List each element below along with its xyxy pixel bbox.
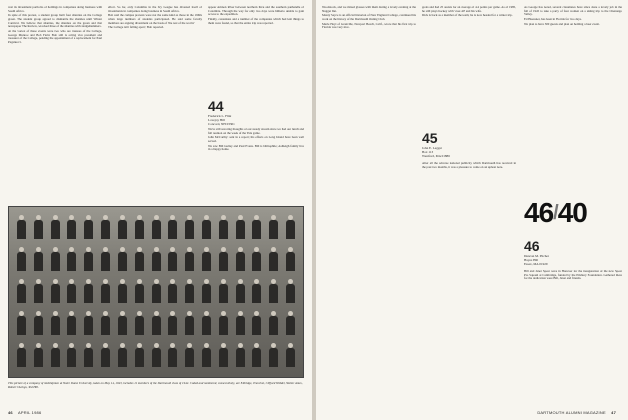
left-col-1	[8, 6, 102, 202]
midshipman-figure	[67, 311, 76, 335]
midshipman-figure	[34, 247, 43, 271]
midshipman-figure	[17, 279, 26, 303]
midshipman-figure	[286, 215, 295, 239]
midshipman-figure	[67, 215, 76, 239]
photo-row	[17, 311, 295, 337]
midshipman-figure	[252, 215, 261, 239]
class-secretary-address	[422, 146, 516, 158]
midshipman-figure	[168, 215, 177, 239]
address-line: Box 113	[422, 150, 434, 154]
paragraph: We're still savoring thoughts of our steady stream since we had our lunch and fall reunion on the week of the Yale game.	[208, 128, 304, 135]
address-line: Duncan M. Pitcher	[524, 254, 549, 258]
logo-46: 46	[524, 197, 554, 228]
address-line: Westford, MA 01886	[422, 154, 450, 158]
magazine-name: DARTMOUTH ALUMNI MAGAZINE	[537, 410, 606, 415]
midshipman-figure	[84, 311, 93, 335]
midshipman-figure	[286, 279, 295, 303]
midshipman-figure	[135, 343, 144, 367]
midshipman-figure	[219, 279, 228, 303]
issue-date: APRIL 1986	[17, 410, 42, 415]
midshipman-figure	[51, 311, 60, 335]
paragraph: We plan to have 300 guests and plan on holding a beer event.	[524, 21, 600, 26]
page-number: 47	[611, 410, 616, 415]
midshipman-figure	[252, 279, 261, 303]
class-secretary-address	[524, 254, 622, 266]
midshipman-figure	[101, 343, 110, 367]
midshipman-figure	[84, 343, 93, 367]
midshipman-figure	[202, 215, 211, 239]
midshipman-figure	[269, 247, 278, 271]
paragraph: Finally, consulates and a number of the companies which had lent things to them were found, so that the entire trip was reported .	[208, 16, 304, 25]
midshipman-figure	[118, 343, 127, 367]
midshipman-figure	[51, 279, 60, 303]
midshipman-figure	[67, 279, 76, 303]
paragraph: Ed Huessner, has been in Florida for two days.	[524, 16, 582, 21]
paragraph: appear Amnon River between northern Peru and the southern panhandle of Colombia. Through the way for only two days were hitherto unable to gain access to the expedition.	[208, 6, 304, 17]
midshipman-figure	[118, 311, 127, 335]
midshipman-figure	[219, 311, 228, 335]
paragraph: Woodstock, and we mixed glasses with them during a lovely evening at the Nugget Inn.	[322, 6, 416, 13]
paragraph: We saw Bill Gulley and Paul Evans. Bill is bibliophile; Ashleigh family live in a happy home.	[208, 143, 304, 152]
midshipman-figure	[51, 247, 60, 271]
midshipman-figure	[252, 343, 261, 367]
midshipman-figure	[168, 279, 177, 303]
class-45-notes	[422, 162, 516, 402]
right-col-1	[322, 6, 416, 402]
midshipman-figure	[202, 247, 211, 271]
midshipman-figure	[236, 279, 245, 303]
paragraph: Bob said the campus protests were not the same kind as those in the 1960s when large numbers of students participated. He said some faculty members are arguing divestment on the basis of 'the rest of the world.'	[108, 13, 202, 25]
midshipman-figure	[236, 311, 245, 335]
midshipman-figure	[286, 247, 295, 271]
class-number-46: 46	[524, 238, 540, 254]
midshipman-figure	[202, 279, 211, 303]
midshipman-figure	[17, 247, 26, 271]
midshipman-figure	[118, 279, 127, 303]
midshipman-figure	[286, 311, 295, 335]
left-footer	[8, 410, 41, 415]
midshipman-figure	[152, 279, 161, 303]
midshipman-figure	[168, 311, 177, 335]
class-secretary-address	[208, 114, 304, 126]
class-46-notes	[524, 270, 622, 402]
paragraph: The College isn't falling apart,' Bob reported.	[108, 25, 164, 30]
midshipman-figure	[135, 247, 144, 271]
midshipman-figure	[67, 343, 76, 367]
midshipman-figure	[202, 311, 211, 335]
midshipman-figure	[101, 247, 110, 271]
midshipman-figure	[17, 215, 26, 239]
midshipman-figure	[185, 247, 194, 271]
left-col-2	[108, 6, 202, 202]
midshipman-figure	[51, 343, 60, 367]
midshipman-figure	[219, 247, 228, 271]
paragraph: Merle Hoyt of Granville, Newport Beach, Calif., wrote that his first trip to Florida was very nice.	[322, 21, 416, 30]
midshipman-figure	[219, 215, 228, 239]
midshipman-figure	[269, 279, 278, 303]
midshipman-figure	[34, 311, 43, 335]
midshipman-figure	[286, 343, 295, 367]
page-number: 46	[8, 410, 13, 415]
midshipman-figure	[252, 247, 261, 271]
midshipman-figure	[135, 311, 144, 335]
midshipman-figure	[101, 279, 110, 303]
photo-row	[17, 215, 295, 241]
midshipman-figure	[219, 343, 228, 367]
right-page	[316, 0, 628, 420]
midshipman-figure	[101, 215, 110, 239]
midshipman-figure	[168, 343, 177, 367]
midshipman-figure	[252, 311, 261, 335]
midshipman-figure	[152, 215, 161, 239]
address-line: Essex, MA 01929	[524, 262, 548, 266]
left-col-3	[208, 6, 304, 96]
paragraph: goals and had 25 assists for an average of 4.4 points per game. As of 1985, he still plays hockey with 'over-40' and his wife.	[422, 6, 516, 13]
class-number-45: 45	[422, 130, 438, 146]
right-col-4	[524, 6, 622, 192]
paragraph: Dick is back as a member of the team; he is now headed for a winter trip.	[422, 13, 513, 18]
left-page	[0, 0, 312, 420]
midshipman-figure	[67, 247, 76, 271]
midshipman-figure	[152, 247, 161, 271]
midshipman-figure	[135, 279, 144, 303]
midshipman-figure	[34, 279, 43, 303]
paragraph: John McCarthy: sent in a report; his efforts on Long Island have been well served.	[208, 135, 304, 143]
logo-40: 40	[557, 197, 587, 228]
photo-row	[17, 279, 295, 305]
logo-separator: /	[553, 202, 558, 224]
midshipman-figure	[269, 215, 278, 239]
midshipman-figure	[236, 247, 245, 271]
paragraph: effort. So far, only Columbia in the Ivy League has divested itself of investments in companies doing business in South Africa.	[108, 6, 202, 13]
midshipman-figure	[236, 215, 245, 239]
paragraph: vest its investment portfolio of holdings in companies doing business with South Africa.	[8, 6, 102, 13]
midshipman-figure	[185, 279, 194, 303]
midshipman-figure	[152, 311, 161, 335]
midshipman-figure	[34, 343, 43, 367]
midshipman-figure	[17, 343, 26, 367]
photo-row	[17, 343, 295, 369]
midshipman-figure	[269, 343, 278, 367]
paragraph: At the vortex of these events were two who are trustees of the College, George Munroe and Bob Field. Bob still is acting vice president and treasurer of the College, pending the appointment of a replacement for Paul Paganucci.	[8, 28, 102, 44]
midshipman-figure	[185, 343, 194, 367]
midshipman-figure	[17, 311, 26, 335]
midshipman-figure	[168, 247, 177, 271]
midshipman-figure	[51, 215, 60, 239]
address-line: Hayes Hill	[524, 258, 539, 262]
midshipman-figure	[135, 215, 144, 239]
paragraph: Monty Sayce is an official historian of New England College, continued his work on the history of the Dartmouth Outing Club.	[322, 13, 416, 21]
midshipman-figure	[185, 215, 194, 239]
midshipman-figure	[84, 215, 93, 239]
right-col-2	[422, 6, 516, 126]
midshipman-figure	[118, 247, 127, 271]
4640-logo	[524, 198, 618, 228]
midshipman-figure	[84, 279, 93, 303]
class-44-notes	[208, 128, 304, 202]
address-line: Frederick L. Flint	[208, 114, 232, 118]
right-footer	[537, 410, 620, 415]
midshipman-figure	[202, 343, 211, 367]
midshipmen-group-photo	[8, 206, 304, 378]
midshipman-figure	[34, 215, 43, 239]
address-line: Concord, NH 03301	[208, 122, 235, 126]
midshipman-figure	[152, 343, 161, 367]
paragraph: Bill and Janet Spear were in Hanover for the inauguration of the new Spear Pro Squash at Cambridge, funded by the Pilsbury Foundation. Gathered there for the dedication were Bill, Janet and friends.	[524, 270, 622, 281]
paragraph: In spite of this protest, a student group built four shanties on the College green. The student group agreed to dismantle the shanties until Winter Carnival. We believe that shanties, the shanties on the green and that newspaper The Review, wrecked three of the shanties with sledgehammers.	[8, 13, 102, 29]
midshipman-figure	[269, 311, 278, 335]
class-number-44: 44	[208, 98, 224, 114]
midshipman-figure	[236, 343, 245, 367]
midshipman-figure	[118, 215, 127, 239]
midshipman-figure	[185, 311, 194, 335]
midshipman-figure	[84, 247, 93, 271]
address-line: John E. Leggat	[422, 146, 442, 150]
midshipman-figure	[101, 311, 110, 335]
paragraph: After all the adverse national publicity which Dartmouth has received in the past two months, it was a pleasure to come on an upbeat note.	[422, 162, 516, 169]
photo-caption: This picture of a company of midshipmen at Notre Dame University, taken on May 14, 1943, includes 11 members of the Dartmouth class of 1942. Coded and numbered, consecutively, are Eldridge, Tranchet, Clifford Widder, Walter Ames, Robert Owings, Ted Hill.	[8, 382, 303, 389]
photo-row	[17, 247, 295, 273]
address-line: Lovejoy Hill	[208, 118, 225, 122]
paragraph: As George has noted, several classmates have since done a lovely job in the fall of 1945 to take a party of four women on a skiing trip to the Chenango Valley.	[524, 6, 622, 17]
